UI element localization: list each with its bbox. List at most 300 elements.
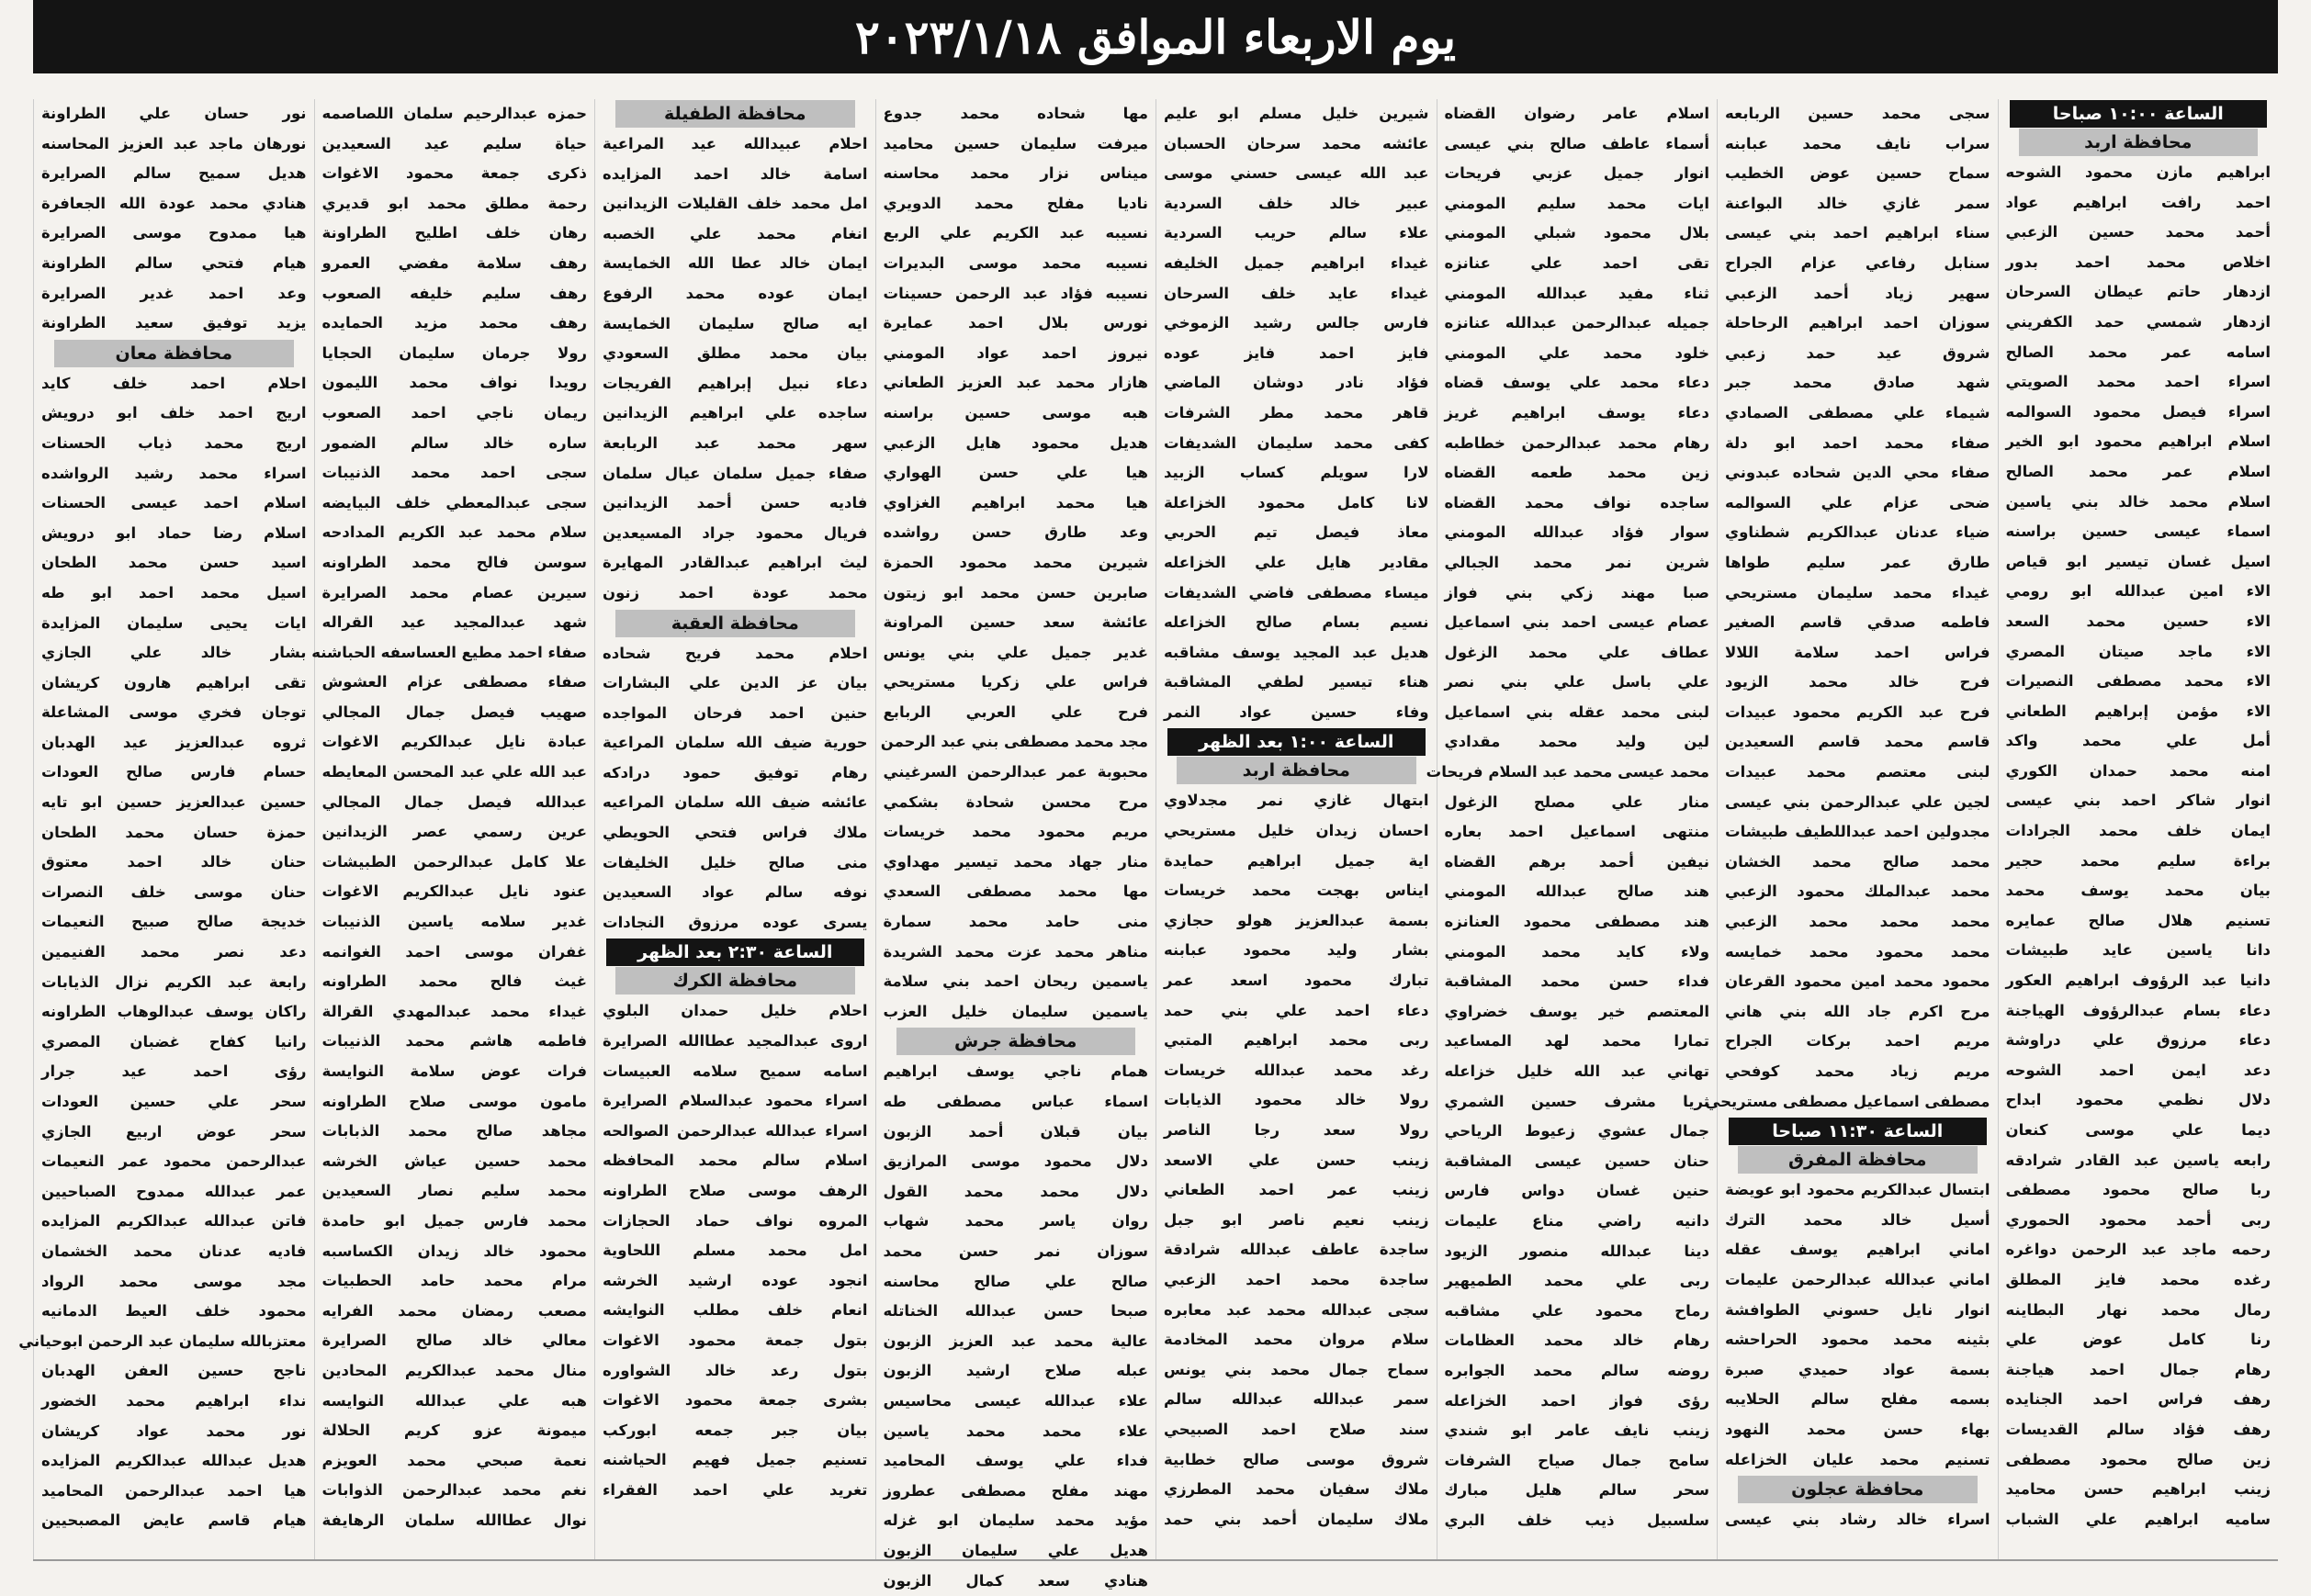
name-entry: حنان موسى خلف النصرات: [41, 878, 307, 908]
name-entry: فرح عبد الكريم محمود عبيدات: [1725, 698, 1990, 728]
name-entry: مصطفى اسماعيل مصطفى مستريحي: [1725, 1087, 1990, 1118]
name-entry: فرات عوض سلامة النوايسة: [322, 1057, 588, 1087]
name-entry: نسيبه عبد الكريم علي الربع: [884, 219, 1149, 249]
name-entry: ايمان خالد عطا الله الخمايسة: [603, 249, 868, 279]
name-entry: مرام محمد حامد الحطبيات: [322, 1266, 588, 1297]
name-entry: دعاء احمد علي بني حمد: [1164, 996, 1429, 1027]
name-entry: نوال عطاالله سلمان الرهايفة: [322, 1506, 588, 1536]
name-entry: سجى عبدالله محمد عبد معابره: [1164, 1296, 1429, 1326]
name-entry: وعد احمد غدير الصرايرة: [41, 279, 307, 309]
name-entry: رهف فراس احمد الجنايده: [2006, 1385, 2272, 1415]
name-entry: ذكرى جمعة محمود الاغوات: [322, 159, 588, 189]
name-entry: عنود نايل عبدالكريم الاغوات: [322, 877, 588, 907]
name-entry: احسان زيدان خليل مستريحي: [1164, 816, 1429, 847]
name-entry: رهف سلامة مفضي العمرو: [322, 249, 588, 279]
name-entry: غيث فالح محمد الطراونه: [322, 967, 588, 997]
name-entry: اسامه عمر محمد الصالح: [2006, 338, 2272, 368]
name-entry: فداء علي يوسف المحاميد: [884, 1446, 1149, 1477]
name-entry: زينب نعيم ناصر ابو جبل: [1164, 1206, 1429, 1236]
name-entry: غفران موسى احمد الغوانمه: [322, 938, 588, 968]
name-entry: بهاء حسن محمد النهود: [1725, 1415, 1990, 1445]
name-entry: هديل سميح سالم الصرايرة: [41, 159, 307, 189]
name-entry: ديما علي موسى كنعان: [2006, 1116, 2272, 1146]
name-entry: ناجح حسين العفن الهدبان: [41, 1356, 307, 1387]
name-entry: رهام خالد محمد العظامات: [1445, 1326, 1710, 1356]
name-entry: زين صالح محمود مصطفى: [2006, 1445, 2272, 1476]
governorate-header: محافظة اربد: [2019, 129, 2259, 156]
name-entry: فداء حسن محمد المشاقبة: [1445, 967, 1710, 997]
name-entry: زينب حسن علي الاسعد: [1164, 1146, 1429, 1176]
name-entry: علاء محمد محمد ياسين: [884, 1417, 1149, 1447]
name-entry: خلود محمد علي المومني: [1445, 339, 1710, 369]
name-entry: رولا سعد رجا الناصر: [1164, 1116, 1429, 1146]
name-entry: فايز احمد فايز عوده: [1164, 339, 1429, 369]
name-entry: امنه محمد حمدان الكوري: [2006, 757, 2272, 787]
name-entry: اسلام احمد عيسى الحسنات: [41, 489, 307, 519]
name-entry: أسيل خالد محمد الترك: [1725, 1206, 1990, 1236]
column-2: [1717, 99, 1998, 1559]
name-entry: ضحى عزام علي السوالمه: [1725, 489, 1990, 519]
name-entry: بيان عز الدين علي البشارات: [603, 669, 868, 699]
name-entry: همام ناجي يوسف ابراهيم: [884, 1057, 1149, 1087]
name-entry: رهف محمد مزيد الحمايده: [322, 309, 588, 339]
name-entry: سلسبيل ذيب خلف البري: [1445, 1506, 1710, 1536]
name-entry: اسلام محمد خالد بني ياسين: [2006, 488, 2272, 518]
name-entry: سجى محمد حسين الربابعه: [1725, 99, 1990, 129]
name-entry: سجى احمد محمد الذنيبات: [322, 458, 588, 489]
name-entry: سوزان نمر حسن محمد: [884, 1237, 1149, 1267]
name-entry: اسامة خالد احمد المزايده: [603, 160, 868, 190]
name-entry: عبير خالد خلف السردية: [1164, 189, 1429, 219]
name-entry: سماح حسين عوض الخطيب: [1725, 159, 1990, 189]
name-entry: منتهى اسماعيل احمد بعاره: [1445, 817, 1710, 848]
name-entry: ملاك سفيان محمد المطرزي: [1164, 1475, 1429, 1505]
name-entry: منى حامد محمد سمارة: [884, 907, 1149, 938]
name-entry: بسمه مفلح سالم الحلايبه: [1725, 1385, 1990, 1415]
name-entry: ضياء عدنان عبدالكريم شطناوي: [1725, 518, 1990, 548]
name-entry: مجاهد صالح محمد الذبابات: [322, 1117, 588, 1147]
name-entry: حنين غسان دواس فارس: [1445, 1176, 1710, 1207]
name-entry: طارق عمر سليم طواها: [1725, 548, 1990, 579]
name-entry: محمد محمود محمد خمايسه: [1725, 938, 1990, 968]
name-entry: سلام مروان محمد المخادمة: [1164, 1325, 1429, 1355]
name-entry: رحمة مطلق محمد ابو قديري: [322, 189, 588, 219]
name-entry: فؤاد نادر دوشان الماضي: [1164, 368, 1429, 399]
name-entry: زينب ابراهيم حسن محاميد: [2006, 1475, 2272, 1505]
name-entry: المروه نواف حماد الحجازات: [603, 1207, 868, 1237]
name-entry: رهف فؤاد سالم القديسات: [2006, 1415, 2272, 1445]
name-entry: ياسمين ريحان احمد بني سلامة: [884, 967, 1149, 997]
name-entry: بتول جمعة محمود الاغوات: [603, 1326, 868, 1356]
name-entry: لانا كامل محمود الخزاعلة: [1164, 489, 1429, 519]
name-entry: فاتن عبدالله عبدالكريم المزايده: [41, 1207, 307, 1237]
governorate-header: محافظة الطفيلة: [615, 100, 855, 128]
name-entry: دعاء بسام عبدالرؤوف الهياجنة: [2006, 996, 2272, 1027]
name-entry: نورس بلال احمد عمايرة: [884, 309, 1149, 339]
governorate-header: محافظة جرش: [896, 1028, 1136, 1055]
name-entry: حنان حسين عيسى المشاقبة: [1445, 1147, 1710, 1177]
name-entry: كفى محمد سليمان الشديفات: [1164, 429, 1429, 459]
names-grid: [33, 99, 2278, 1559]
name-entry: شهد صادق محمد جبر: [1725, 368, 1990, 399]
name-entry: غيداء محمد سليمان مستريحي: [1725, 579, 1990, 609]
name-entry: نورهان ماجد عبد العزيز المحاسنه: [41, 129, 307, 160]
name-entry: ثناء مفيد عبدالله المومني: [1445, 279, 1710, 309]
name-entry: محمد عبدالملك محمود الزعبي: [1725, 877, 1990, 907]
name-entry: صفاء مصطفى عزام العشوش: [322, 668, 588, 698]
name-entry: زين محمد طعمه القضاه: [1445, 458, 1710, 489]
name-entry: ثريا مشرف حسين الشمري: [1445, 1087, 1710, 1118]
name-entry: محمد سليم نصار السعيدين: [322, 1176, 588, 1207]
name-entry: رماح محمود علي مشاقبه: [1445, 1297, 1710, 1327]
name-entry: توجان فخري موسى المشاعلة: [41, 698, 307, 728]
name-entry: هند صالح عبدالله المومني: [1445, 877, 1710, 907]
name-entry: ربا صالح محمود مصطفى: [2006, 1175, 2272, 1206]
name-entry: دانيا عبد الرؤوف ابراهيم العكور: [2006, 966, 2272, 996]
name-entry: بسمة عواد حميدي صبرة: [1725, 1355, 1990, 1386]
name-entry: نداء ابراهيم محمد الخضور: [41, 1387, 307, 1417]
name-entry: منال محمد عبدالكريم المحادين: [322, 1356, 588, 1387]
name-entry: اسراء محمود عبدالسلام الصرايرة: [603, 1086, 868, 1117]
name-entry: سوزان احمد ابراهيم الرحاحلة: [1725, 309, 1990, 339]
name-entry: دعاء محمد علي يوسف قضاه: [1445, 368, 1710, 399]
name-entry: نور محمد عواد كريشان: [41, 1417, 307, 1447]
name-entry: يسرى عوده مرزوق النجادات: [603, 908, 868, 938]
name-entry: ياسمين سليمان خليل العزب: [884, 997, 1149, 1028]
name-entry: مرح محسن شحادة بشكمي: [884, 788, 1149, 818]
time-slot-header: الساعة ١:٠٠ بعد الظهر: [1167, 728, 1426, 756]
name-entry: رويدا نواف محمد الليمون: [322, 368, 588, 399]
time-slot-header: الساعة ١١:٣٠ صباحا: [1729, 1118, 1987, 1145]
name-entry: احلام عبيدالله عيد المراعية: [603, 129, 868, 160]
column-7: [314, 99, 595, 1559]
name-entry: صفاء جميل سلمان عيال سلمان: [603, 459, 868, 489]
name-entry: مريم احمد بركات الجراح: [1725, 1027, 1990, 1057]
name-entry: اسراء محمد رشيد الرواشده: [41, 459, 307, 489]
name-entry: تسنيم جميل فهيم الحياشنه: [603, 1445, 868, 1476]
name-entry: ساره خالد سالم الضمور: [322, 429, 588, 459]
name-entry: محمد صالح محمد الخشان: [1725, 848, 1990, 878]
name-entry: اسيد حسن محمد الطحان: [41, 548, 307, 579]
name-entry: نغم محمد عبدالرحمن الذوابات: [322, 1476, 588, 1506]
name-entry: بشار وليد محمود عبابنه: [1164, 936, 1429, 966]
name-entry: هديل محمود هايل الزعبي: [884, 429, 1149, 459]
name-entry: الاء ماجد صيتان المصري: [2006, 637, 2272, 668]
name-entry: فرح علي العربي الربابع: [884, 698, 1149, 728]
name-entry: عبد الله عيسى حسني موسى: [1164, 159, 1429, 189]
name-entry: حورية ضيف الله سلمان المراعية: [603, 728, 868, 759]
name-entry: عائشة سعد حسين المراونة: [884, 608, 1149, 638]
name-entry: ملاك فراس فتحي الحويطي: [603, 818, 868, 849]
name-entry: هيا علي حسن الهواري: [884, 458, 1149, 489]
name-entry: امل محمد مسلم اللحاوية: [603, 1236, 868, 1266]
name-entry: صفاء محي الدين شحاده عبدوني: [1725, 458, 1990, 489]
name-entry: محمد حسين عياش الخرشه: [322, 1147, 588, 1177]
name-entry: ايمان عوده محمد الرفوع: [603, 279, 868, 309]
name-entry: رولا جرمان سليمان الحجايا: [322, 339, 588, 369]
name-entry: مها شحاده محمد جدوع: [884, 99, 1149, 129]
name-entry: اسراء خالد رشاد بني عيسى: [1725, 1505, 1990, 1535]
name-entry: عائشه محمد سرحان الحسبان: [1164, 129, 1429, 160]
name-entry: فريال محمود جراد المسيعدين: [603, 519, 868, 549]
name-entry: دعد نصر محمد الفنيمين: [41, 938, 307, 968]
name-entry: نسيم بسام صالح الخزاعله: [1164, 608, 1429, 638]
name-entry: الرهف موسى صلاح الطراونه: [603, 1176, 868, 1207]
name-entry: رنا كامل عوض علي: [2006, 1325, 2272, 1355]
name-entry: مريم زياد محمد كوفحي: [1725, 1057, 1990, 1087]
name-entry: هبه موسى حسين براسنه: [884, 399, 1149, 429]
name-entry: حمزة حسان محمد الطحان: [41, 818, 307, 849]
name-entry: معتزبالله سليمان عبد الرحمن ابوحياني: [41, 1327, 307, 1357]
name-entry: ساجده نواف محمد القضاه: [1445, 489, 1710, 519]
name-entry: انوار شاكر احمد بني عيسى: [2006, 786, 2272, 816]
name-entry: سنابل رفاعي عزام الجراح: [1725, 249, 1990, 279]
name-entry: ابراهيم مازن محمود الشوحه: [2006, 158, 2272, 188]
column-6: [594, 99, 875, 1559]
name-entry: سحر سالم هليل مبارك: [1445, 1476, 1710, 1506]
name-entry: منار علي مصلح الزغول: [1445, 788, 1710, 818]
name-entry: اسماء عيسى حسين براسنه: [2006, 517, 2272, 547]
name-entry: معالي خالد صالح الصرايرة: [322, 1326, 588, 1356]
name-entry: ميرفت سليمان حسين محاميد: [884, 129, 1149, 160]
name-entry: نسيبه محمد موسى البديرات: [884, 249, 1149, 279]
name-entry: دعاء نبيل إبراهيم الفريجات: [603, 369, 868, 399]
name-entry: بيان محمد مطلق السعودي: [603, 339, 868, 369]
name-entry: دانيه راضي مناع عليمات: [1445, 1207, 1710, 1237]
name-entry: اسلام عمر محمد الصالح: [2006, 457, 2272, 488]
name-entry: ميناس نزار محمد محاسنه: [884, 159, 1149, 189]
name-entry: مجدولين احمد عبداللطيف طبيشات: [1725, 817, 1990, 848]
name-entry: عبادة نايل عبدالكريم الاغوات: [322, 727, 588, 758]
column-8: [33, 99, 314, 1559]
name-entry: هناء تيسير لطفي المشاقبة: [1164, 668, 1429, 698]
time-slot-header: الساعة ٢:٣٠ بعد الظهر: [606, 938, 864, 966]
name-entry: فرح خالد محمد الزيود: [1725, 668, 1990, 698]
name-entry: محمد عودة احمد زنون: [603, 579, 868, 609]
name-entry: اخلاص محمد احمد بدور: [2006, 248, 2272, 278]
name-entry: رانيا كفاح غضبان المصري: [41, 1028, 307, 1058]
name-entry: نسيبه فؤاد عبد الرحمن حسينات: [884, 279, 1149, 309]
name-entry: ملاك سليمان أحمد بني حمد: [1164, 1505, 1429, 1535]
governorate-header: محافظة معان: [54, 340, 294, 367]
name-entry: بيان جبر جمعه ابورکب: [603, 1416, 868, 1446]
name-entry: نعمة صبحي محمد العويزم: [322, 1446, 588, 1477]
name-entry: قاهر محمد مطر الشرفات: [1164, 399, 1429, 429]
column-5: [875, 99, 1156, 1559]
name-entry: حنين احمد فرحان المواجده: [603, 699, 868, 729]
bottom-rule: [33, 1559, 2278, 1561]
name-entry: علاء عبدالله عيسى محاسيس: [884, 1387, 1149, 1417]
name-entry: سهر محمد عبد الربابعة: [603, 429, 868, 459]
name-entry: رابعة عبد الكريم نزال الذيابات: [41, 968, 307, 998]
name-entry: فراس احمد سلامة اللالا: [1725, 638, 1990, 669]
name-entry: هبه علي عبدالله النوايسه: [322, 1387, 588, 1417]
name-entry: نور حسان علي الطراونة: [41, 99, 307, 129]
name-entry: مجد محمد مصطفى بني عبد الرحمن: [884, 727, 1149, 758]
name-entry: ميساء مصطفى فاضي الشديفات: [1164, 579, 1429, 609]
name-entry: ثروه عبدالعزيز عيد الهدبان: [41, 728, 307, 759]
name-entry: دعاء مرزوق علي دراوشة: [2006, 1026, 2272, 1056]
name-entry: محمد عيسى محمد عبد السلام فريحات: [1445, 758, 1710, 788]
name-entry: هند مصطفى محمود العنانزه: [1445, 907, 1710, 938]
name-entry: لبنى معتصم محمد عبيدات: [1725, 758, 1990, 788]
name-entry: انجود عوده ارشيد الخرشه: [603, 1266, 868, 1297]
name-entry: احلام خليل حمدان البلوي: [603, 996, 868, 1027]
name-entry: احلام احمد خلف كايد: [41, 369, 307, 399]
name-entry: اسلام رضا حماد ابو درويش: [41, 519, 307, 549]
name-entry: تسنيم محمد عليان الخزاعله: [1725, 1445, 1990, 1476]
name-entry: حسين عبدالعزيز حسين ابو تايه: [41, 788, 307, 818]
name-entry: علاء سالم حريب السردية: [1164, 219, 1429, 249]
name-entry: سند صلاح احمد الصبيحي: [1164, 1415, 1429, 1445]
name-entry: عائشه ضيف الله سلمان المراعيه: [603, 788, 868, 818]
name-entry: نيروز احمد عواد المومني: [884, 339, 1149, 369]
name-entry: مجد موسى محمد الرواد: [41, 1267, 307, 1298]
name-entry: اروى عبدالمجيد عطاالله الصرايرة: [603, 1027, 868, 1057]
name-entry: مهند مفلح مصطفى عطروز: [884, 1477, 1149, 1507]
name-entry: نوفه سالم عواد السعيدين: [603, 878, 868, 908]
name-entry: اماني عبدالله عبدالرحمن عليمات: [1725, 1265, 1990, 1296]
name-entry: مناهر محمد عزت محمد الشريدة: [884, 938, 1149, 968]
name-entry: ابتهال غازي نمر مجدلاوي: [1164, 786, 1429, 816]
name-entry: سحر عوض اربيع الجازي: [41, 1118, 307, 1148]
name-entry: اسلام ابراهيم محمود ابو الخير: [2006, 427, 2272, 457]
name-entry: رمال محمد نهار البطاينه: [2006, 1296, 2272, 1326]
name-entry: سماح جمال محمد بني يونس: [1164, 1355, 1429, 1386]
name-entry: المعتصم خير يوسف خضراوي: [1445, 997, 1710, 1028]
name-entry: فاديه حسن أحمد الزيدانين: [603, 489, 868, 519]
name-entry: تقى احمد علي عنانزه: [1445, 249, 1710, 279]
name-entry: سيرين عصام محمد الصرايرة: [322, 579, 588, 609]
name-entry: سوسن فالح محمد الطراونه: [322, 548, 588, 579]
name-entry: ناديا مفلح محمد الدويري: [884, 189, 1149, 219]
name-entry: هيا احمد عبدالرحمن المحاميد: [41, 1477, 307, 1507]
name-entry: رؤى احمد عيد جرار: [41, 1057, 307, 1087]
name-entry: لجين علي عبدالرحمن بني عيسى: [1725, 788, 1990, 818]
name-entry: عبدالرحمن محمود عمر النعيمات: [41, 1147, 307, 1177]
name-entry: بسمة عبدالعزيز هولو حجازي: [1164, 906, 1429, 937]
name-entry: غدير جميل علي بني يونس: [884, 638, 1149, 669]
name-entry: بشرى جمعة محمود الاغوات: [603, 1386, 868, 1416]
name-entry: ولاء كايد محمد المومني: [1445, 938, 1710, 968]
governorate-header: محافظة العقبة: [615, 610, 855, 637]
name-entry: محمود محمد امين محمود القرعان: [1725, 967, 1990, 997]
name-entry: لين وليد محمد مقدادي: [1445, 727, 1710, 758]
name-entry: هنادي محمد عودة الله الجعافرة: [41, 189, 307, 219]
name-entry: منار جهاد محمد تيسير مهداوي: [884, 848, 1149, 878]
name-entry: بيان محمد يوسف محمد: [2006, 876, 2272, 906]
name-entry: اماني ابراهيم يوسف عقله: [1725, 1235, 1990, 1265]
name-entry: يزيد توفيق سعيد الطراونة: [41, 309, 307, 339]
name-entry: ريمان ناجي احمد الصعوب: [322, 399, 588, 429]
name-entry: رؤى فواز احمد الخزاعله: [1445, 1387, 1710, 1417]
name-entry: تسنيم هلال صالح عمايره: [2006, 906, 2272, 937]
name-entry: براءة سليم محمد حجير: [2006, 847, 2272, 877]
name-entry: صابرين حسن محمد ابو زيتون: [884, 579, 1149, 609]
name-entry: امل محمد خلف القليلات الزيدانين: [603, 189, 868, 219]
name-entry: أسماء عاطف صالح بني عيسى: [1445, 129, 1710, 160]
name-entry: حنان خالد احمد معتوق: [41, 848, 307, 878]
name-entry: صفاء احمد مطيع العساسفه الحباشنه: [322, 638, 588, 669]
name-entry: زينب عمر احمد الطعاني: [1164, 1175, 1429, 1206]
name-entry: تهاني عبد الله خليل خزاعله: [1445, 1057, 1710, 1087]
name-entry: رهام جمال احمد هياجنة: [2006, 1355, 2272, 1386]
name-entry: اسيل محمد احمد ابو طه: [41, 579, 307, 609]
name-entry: بتول رعد خالد الشواوره: [603, 1356, 868, 1387]
name-entry: عمر عبدالله ممدوح الصباحيين: [41, 1177, 307, 1208]
name-entry: فاطمه هاشم محمد الذنيبات: [322, 1027, 588, 1057]
name-entry: محبوبة عمر عبدالرحمن السرغيني: [884, 758, 1149, 788]
name-entry: شيماء علي مصطفى الصمادي: [1725, 399, 1990, 429]
name-entry: سهير زياد أحمد الزعبي: [1725, 279, 1990, 309]
name-entry: صبحا حسن عبدالله الخناتله: [884, 1297, 1149, 1327]
name-entry: احمد رافت ابراهيم عواد: [2006, 188, 2272, 219]
name-entry: اسلام عامر رضوان القضاه: [1445, 99, 1710, 129]
name-entry: مريم محمود محمد خريسات: [884, 817, 1149, 848]
name-entry: احلام محمد فريح شحاده: [603, 639, 868, 669]
name-entry: علا كامل عبدالرحمن الطبيشات: [322, 848, 588, 878]
name-entry: رهام توفيق حمود درادكه: [603, 759, 868, 789]
name-entry: سوار فؤاد عبدالله المومني: [1445, 518, 1710, 548]
name-entry: دلال محمد محمد القول: [884, 1177, 1149, 1208]
name-entry: فاطمه صدقي قاسم الصغير: [1725, 608, 1990, 638]
name-entry: سامح جمال صياح الشرفات: [1445, 1446, 1710, 1477]
name-entry: الاء حسين محمد السعد: [2006, 607, 2272, 637]
governorate-header: محافظة عجلون: [1738, 1476, 1978, 1503]
name-entry: فارس جالس رشيد الزموخي: [1164, 309, 1429, 339]
page-title: يوم الاربعاء الموافق ٢٠٢٣/١/١٨: [33, 0, 2278, 73]
name-entry: مرح اكرم جاد الله بني هاني: [1725, 997, 1990, 1028]
name-entry: روضه سالم محمد الجوابره: [1445, 1356, 1710, 1387]
name-entry: مؤيد محمد سليمان ابو غزله: [884, 1506, 1149, 1536]
name-entry: زينب نايف عامر ابو شندي: [1445, 1416, 1710, 1446]
name-entry: معاذ فيصل تيم الحربي: [1164, 518, 1429, 548]
name-entry: ازدهار حاتم عيطان السرحان: [2006, 277, 2272, 308]
name-entry: سحر علي حسين العودات: [41, 1087, 307, 1118]
name-entry: سلام محمد عبد الكريم المدادحه: [322, 518, 588, 548]
name-entry: ساجده علي ابراهيم الزيدانين: [603, 399, 868, 429]
name-entry: الاء محمد مصطفى النصيرات: [2006, 667, 2272, 697]
name-entry: هيام فتحي سالم الطراونة: [41, 249, 307, 279]
name-entry: اسراء فيصل محمود السوالمه: [2006, 398, 2272, 428]
name-entry: ابتسال عبدالكريم محمود ابو عويضة: [1725, 1175, 1990, 1206]
name-entry: دعد ايمن احمد الشوحه: [2006, 1056, 2272, 1086]
name-entry: انوار جميل عزبي فريحات: [1445, 159, 1710, 189]
name-entry: نيفين أحمد برهم القضاه: [1445, 848, 1710, 878]
name-entry: اسامه سميح سلامه العبيسات: [603, 1057, 868, 1087]
name-entry: ربى محمد ابراهيم المتبي: [1164, 1026, 1429, 1056]
name-entry: مها محمد مصطفى السعدي: [884, 877, 1149, 907]
name-entry: فراس علي زكريا مستريحي: [884, 668, 1149, 698]
name-entry: سجى عبدالمعطي خلف البيايضه: [322, 489, 588, 519]
name-entry: اسراء عبدالله عبدالرحمن الصوالحه: [603, 1117, 868, 1147]
name-entry: جمال عشوي زعيوط الرياحي: [1445, 1117, 1710, 1147]
name-entry: رحمه ماجد عبد الرحمن دواغره: [2006, 1235, 2272, 1265]
name-entry: عبله صلاح ارشيد الزبون: [884, 1356, 1149, 1387]
name-entry: اريج احمد خلف ابو درويش: [41, 399, 307, 429]
name-entry: حياة سليم عيد السعيدين: [322, 129, 588, 160]
name-entry: محمود خلف العيط الدمانيه: [41, 1297, 307, 1327]
name-entry: هازار محمد عبد العزيز الطعاني: [884, 368, 1149, 399]
name-entry: شرين نمر محمد الجبالي: [1445, 548, 1710, 579]
name-entry: وعد طارق حسن رواشده: [884, 518, 1149, 548]
name-entry: شروق عيد حمد زعبي: [1725, 339, 1990, 369]
name-entry: قاسم محمد قاسم السعيدين: [1725, 727, 1990, 758]
name-entry: ميمونة عزو كريم الحلالة: [322, 1416, 588, 1446]
name-entry: اريج محمد ذياب الحسنات: [41, 429, 307, 459]
name-entry: ساجدة عاطف عبدالله شرادقة: [1164, 1235, 1429, 1265]
name-entry: علي باسل علي بني نصر: [1445, 668, 1710, 698]
